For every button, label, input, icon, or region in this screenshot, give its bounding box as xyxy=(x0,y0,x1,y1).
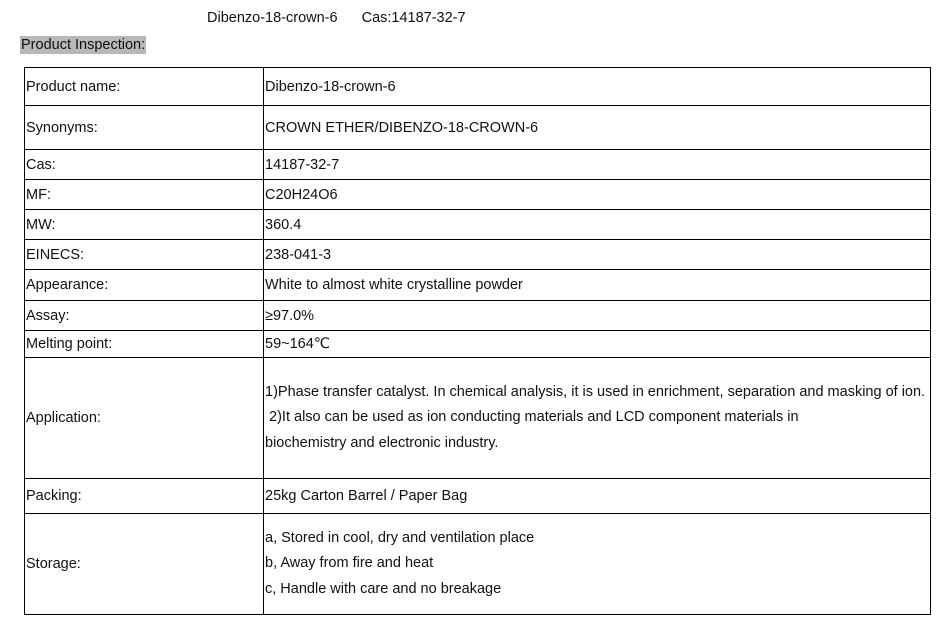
storage-line: c, Handle with care and no breakage xyxy=(265,580,502,597)
row-label: Cas: xyxy=(25,150,264,180)
row-value: Dibenzo-18-crown-6 xyxy=(264,68,931,106)
header-product-name: Dibenzo-18-crown-6 xyxy=(207,10,338,26)
document-header xyxy=(207,10,466,26)
row-value: 25kg Carton Barrel / Paper Bag xyxy=(264,479,931,514)
application-line: 2)It also can be used as ion conducting materials and LCD component materials in xyxy=(265,409,799,426)
table-row xyxy=(25,301,931,331)
row-label: Assay: xyxy=(25,301,264,331)
table-row xyxy=(25,270,931,301)
row-value: ≥97.0% xyxy=(264,301,931,331)
storage-line: a, Stored in cool, dry and ventilation place xyxy=(265,529,535,546)
row-value xyxy=(264,358,931,479)
section-label-product-inspection: Product Inspection: xyxy=(21,37,146,53)
table-row xyxy=(25,240,931,270)
row-label: Appearance: xyxy=(25,270,264,301)
table-row xyxy=(25,106,931,150)
row-value: 360.4 xyxy=(264,210,931,240)
row-value: 238-041-3 xyxy=(264,240,931,270)
table-row xyxy=(25,358,931,479)
row-label: Synonyms: xyxy=(25,106,264,150)
row-label: EINECS: xyxy=(25,240,264,270)
product-spec-table xyxy=(24,67,931,615)
application-line: biochemistry and electronic industry. xyxy=(265,434,499,451)
row-label: MW: xyxy=(25,210,264,240)
row-label: Product name: xyxy=(25,68,264,106)
table-row xyxy=(25,150,931,180)
row-value: White to almost white crystalline powder xyxy=(264,270,931,301)
row-label: Application: xyxy=(25,358,264,479)
table-row xyxy=(25,479,931,514)
table-row xyxy=(25,331,931,358)
row-label: MF: xyxy=(25,180,264,210)
table-row xyxy=(25,68,931,106)
application-line: 1)Phase transfer catalyst. In chemical analysis, it is used in enrichment, separation and masking of ion. xyxy=(265,383,926,400)
row-value: 59~164℃ xyxy=(264,331,931,358)
table-row xyxy=(25,210,931,240)
row-value: C20H24O6 xyxy=(264,180,931,210)
row-value: 14187-32-7 xyxy=(264,150,931,180)
header-cas-number: Cas:14187-32-7 xyxy=(361,10,466,26)
row-label: Storage: xyxy=(25,514,264,615)
table-row xyxy=(25,180,931,210)
table-row xyxy=(25,514,931,615)
row-label: Melting point: xyxy=(25,331,264,358)
row-value xyxy=(264,514,931,615)
row-label: Packing: xyxy=(25,479,264,514)
storage-line: b, Away from fire and heat xyxy=(265,555,434,572)
row-value: CROWN ETHER/DIBENZO-18-CROWN-6 xyxy=(264,106,931,150)
